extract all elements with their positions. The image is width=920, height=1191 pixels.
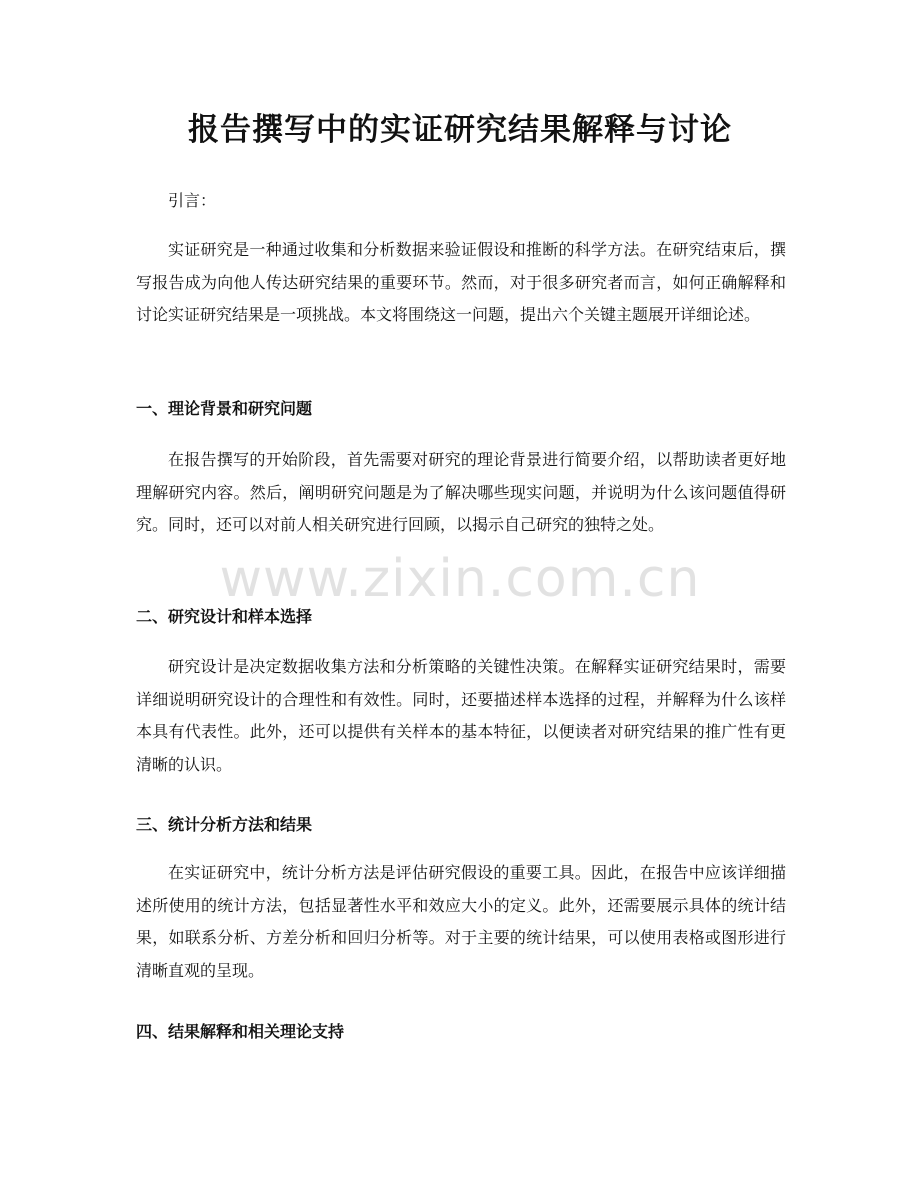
- watermark-text: www.zixin.com.cn: [219, 549, 701, 609]
- section-3-paragraph: 在实证研究中，统计分析方法是评估研究假设的重要工具。因此，在报告中应该详细描述所使用的统计方法，包括显著性水平和效应大小的定义。此外，还需要展示具体的统计结果，如联系分析、方差分析和回归分析等。对于主要的统计结果，可以使用表格或图形进行清晰直观的呈现。: [136, 863, 786, 980]
- document-title: 报告撰写中的实证研究结果解释与讨论: [188, 112, 732, 148]
- section-1-heading: 一、理论背景和研究问题: [136, 399, 313, 418]
- intro-paragraph: 实证研究是一种通过收集和分析数据来验证假设和推断的科学方法。在研究结束后，撰写报告成为向他人传达研究结果的重要环节。然而，对于很多研究者而言，如何正确解释和讨论实证研究结果是一项挑战。本文将围绕这一问题，提出六个关键主题展开详细论述。: [136, 240, 786, 324]
- intro-label: 引言：: [168, 191, 217, 210]
- section-3-heading: 三、统计分析方法和结果: [136, 815, 313, 834]
- section-4-heading: 四、结果解释和相关理论支持: [136, 1022, 345, 1041]
- section-1-paragraph: 在报告撰写的开始阶段，首先需要对研究的理论背景进行简要介绍，以帮助读者更好地理解研究内容。然后，阐明研究问题是为了解决哪些现实问题，并说明为什么该问题值得研究。同时，还可以对前人相关研究进行回顾，以揭示自己研究的独特之处。: [136, 450, 786, 534]
- section-2-heading: 二、研究设计和样本选择: [136, 607, 313, 626]
- section-2-paragraph: 研究设计是决定数据收集方法和分析策略的关键性决策。在解释实证研究结果时，需要详细说明研究设计的合理性和有效性。同时，还要描述样本选择的过程，并解释为什么该样本具有代表性。此外，还可以提供有关样本的基本特征，以便读者对研究结果的推广性有更清晰的认识。: [136, 657, 786, 774]
